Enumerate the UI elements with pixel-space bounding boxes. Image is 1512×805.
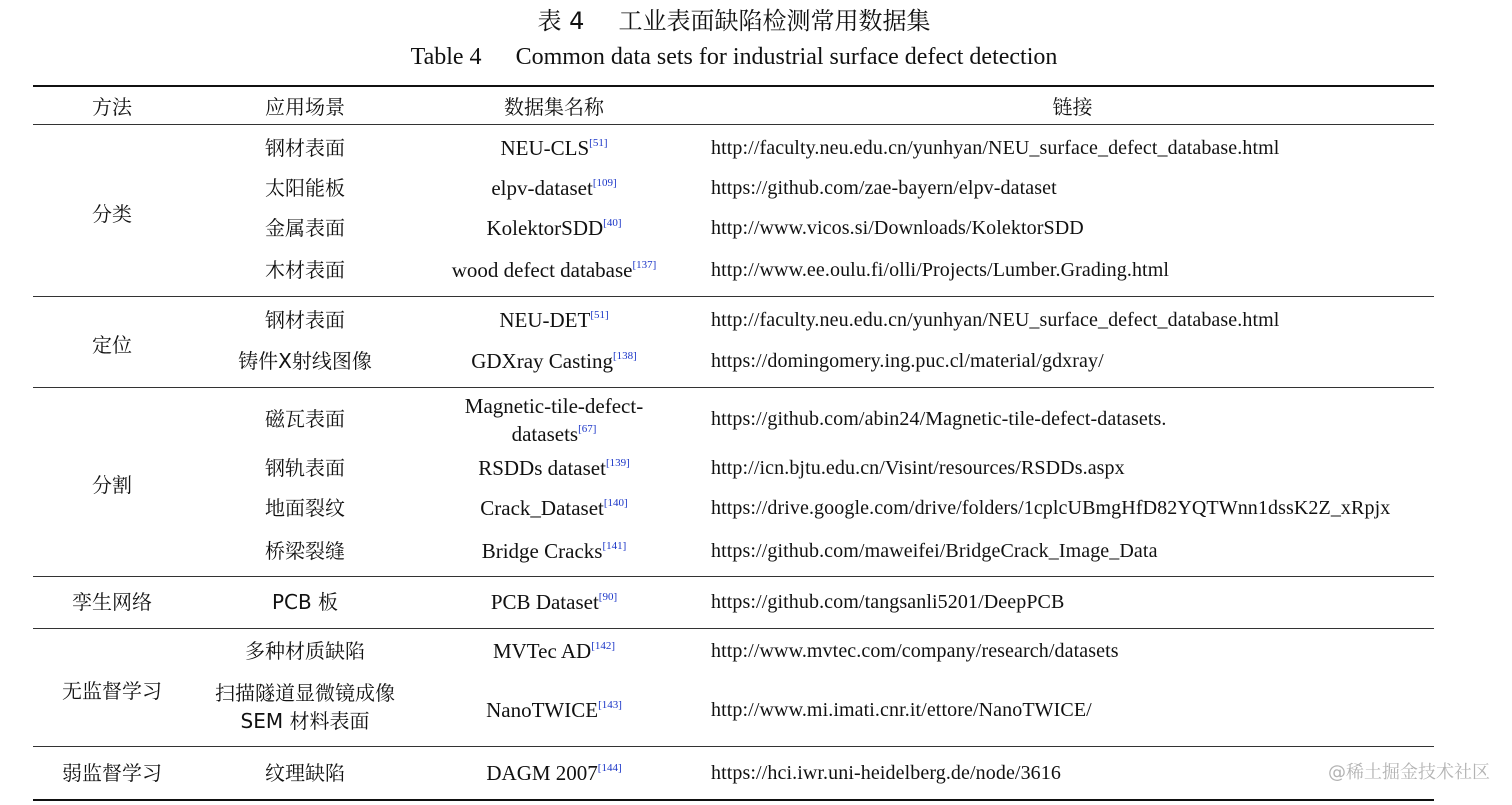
header-rule: [33, 124, 1434, 125]
scene-cell-line2: SEM 材料表面: [240, 709, 370, 733]
scene-cell: 钢轨表面: [265, 456, 345, 480]
dataset-name-cell: DAGM 2007[144]: [486, 761, 622, 785]
table-caption-zh: [0, 4, 1468, 38]
scene-cell: 扫描隧道显微镜成像: [215, 681, 395, 705]
dataset-name-cell: MVTec AD[142]: [492, 639, 616, 663]
dataset-link[interactable]: http://www.mi.imati.cnr.it/ettore/NanoTWICE/: [711, 699, 1092, 721]
bottom-rule: [33, 799, 1434, 801]
dataset-name-cell: NEU-DET[51]: [499, 308, 609, 332]
citation-ref[interactable]: [90]: [598, 591, 618, 603]
citation-ref[interactable]: [140]: [603, 497, 628, 509]
citation-ref[interactable]: [67]: [578, 423, 597, 435]
citation-ref[interactable]: [137]: [632, 259, 657, 271]
dataset-link[interactable]: https://hci.iwr.uni-heidelberg.de/node/3616: [711, 762, 1061, 784]
dataset-name-cell: KolektorSDD[40]: [486, 216, 622, 240]
method-unsupervised: 无监督学习: [62, 679, 162, 703]
dataset-name-cell: NanoTWICE[143]: [486, 698, 622, 722]
citation-ref[interactable]: [139]: [605, 457, 630, 469]
dataset-name-cell: Bridge Cracks[141]: [481, 539, 627, 563]
method-weakly-supervised: 弱监督学习: [62, 761, 162, 785]
dataset-link[interactable]: https://github.com/tangsanli5201/DeepPCB: [711, 591, 1065, 613]
dataset-link[interactable]: https://github.com/abin24/Magnetic-tile-defect-datasets.: [711, 408, 1167, 430]
dataset-link[interactable]: https://github.com/zae-bayern/elpv-dataset: [711, 177, 1057, 199]
dataset-link[interactable]: http://www.ee.oulu.fi/olli/Projects/Lumber.Grading.html: [711, 259, 1170, 281]
scene-cell: PCB 板: [271, 590, 339, 614]
dataset-link[interactable]: http://icn.bjtu.edu.cn/Visint/resources/RSDDs.aspx: [711, 457, 1125, 479]
table-title-zh: 工业表面缺陷检测常用数据集: [618, 7, 931, 35]
table-number-zh: 表 4: [537, 7, 585, 35]
dataset-link[interactable]: https://drive.google.com/drive/folders/1cplcUBmgHfD82YQTWnn1dssK2Z_xRpjx: [711, 497, 1391, 519]
group-divider: [33, 576, 1434, 577]
table-number-en: Table 4: [410, 44, 482, 70]
dataset-link[interactable]: http://www.mvtec.com/company/research/datasets: [711, 640, 1119, 662]
citation-ref[interactable]: [51]: [590, 309, 609, 321]
table-title-en: Common data sets for industrial surface defect detection: [515, 44, 1058, 70]
scene-cell: 地面裂纹: [265, 496, 345, 520]
dataset-link[interactable]: https://domingomery.ing.puc.cl/material/gdxray/: [711, 350, 1104, 372]
citation-ref[interactable]: [40]: [603, 217, 622, 229]
scene-cell: 钢材表面: [265, 136, 345, 160]
citation-ref[interactable]: [138]: [612, 350, 637, 362]
dataset-name-cell-line2: datasets[67]: [511, 422, 597, 446]
dataset-name-cell: RSDDs dataset[139]: [478, 456, 630, 480]
citation-ref[interactable]: [142]: [591, 640, 616, 652]
group-divider: [33, 296, 1434, 297]
citation-ref[interactable]: [141]: [602, 540, 627, 552]
method-classification: 分类: [92, 202, 132, 226]
dataset-link[interactable]: http://www.vicos.si/Downloads/KolektorSDD: [711, 217, 1084, 239]
dataset-name-cell: GDXray Casting[138]: [471, 349, 637, 373]
table-caption-en: [0, 40, 1468, 74]
scene-cell: 金属表面: [265, 216, 345, 240]
dataset-name-cell: NEU-CLS[51]: [500, 136, 608, 160]
citation-ref[interactable]: [144]: [597, 762, 622, 774]
citation-ref[interactable]: [51]: [589, 137, 608, 149]
group-divider: [33, 746, 1434, 747]
scene-cell: 纹理缺陷: [265, 761, 345, 785]
header-scene: 应用场景: [265, 95, 345, 119]
dataset-link[interactable]: https://github.com/maweifei/BridgeCrack_Image_Data: [711, 540, 1158, 562]
group-divider: [33, 387, 1434, 388]
top-rule: [33, 85, 1434, 87]
dataset-name-cell: elpv-dataset[109]: [491, 176, 617, 200]
scene-cell: 太阳能板: [265, 176, 345, 200]
method-localization: 定位: [92, 333, 132, 357]
scene-cell: 桥梁裂缝: [265, 539, 345, 563]
dataset-name-cell: Crack_Dataset[140]: [480, 496, 628, 520]
dataset-name-cell: Magnetic-tile-defect-: [464, 394, 644, 418]
header-dataset: 数据集名称: [504, 95, 604, 119]
scene-cell: 磁瓦表面: [265, 407, 345, 431]
method-segmentation: 分割: [92, 473, 132, 497]
watermark: @稀土掘金技术社区: [1328, 762, 1490, 783]
dataset-link[interactable]: http://faculty.neu.edu.cn/yunhyan/NEU_surface_defect_database.html: [711, 309, 1280, 331]
scene-cell: 铸件X射线图像: [238, 349, 372, 373]
dataset-name-cell: wood defect database[137]: [451, 258, 657, 282]
citation-ref[interactable]: [109]: [592, 177, 617, 189]
group-divider: [33, 628, 1434, 629]
method-siamese: 孪生网络: [72, 590, 152, 614]
header-link: 链接: [1052, 95, 1093, 119]
dataset-link[interactable]: http://faculty.neu.edu.cn/yunhyan/NEU_surface_defect_database.html: [711, 137, 1280, 159]
scene-cell: 钢材表面: [265, 308, 345, 332]
dataset-name-cell: PCB Dataset[90]: [490, 590, 618, 614]
scene-cell: 多种材质缺陷: [245, 639, 365, 663]
citation-ref[interactable]: [143]: [598, 699, 622, 711]
scene-cell: 木材表面: [265, 258, 345, 282]
header-method: 方法: [92, 95, 132, 119]
